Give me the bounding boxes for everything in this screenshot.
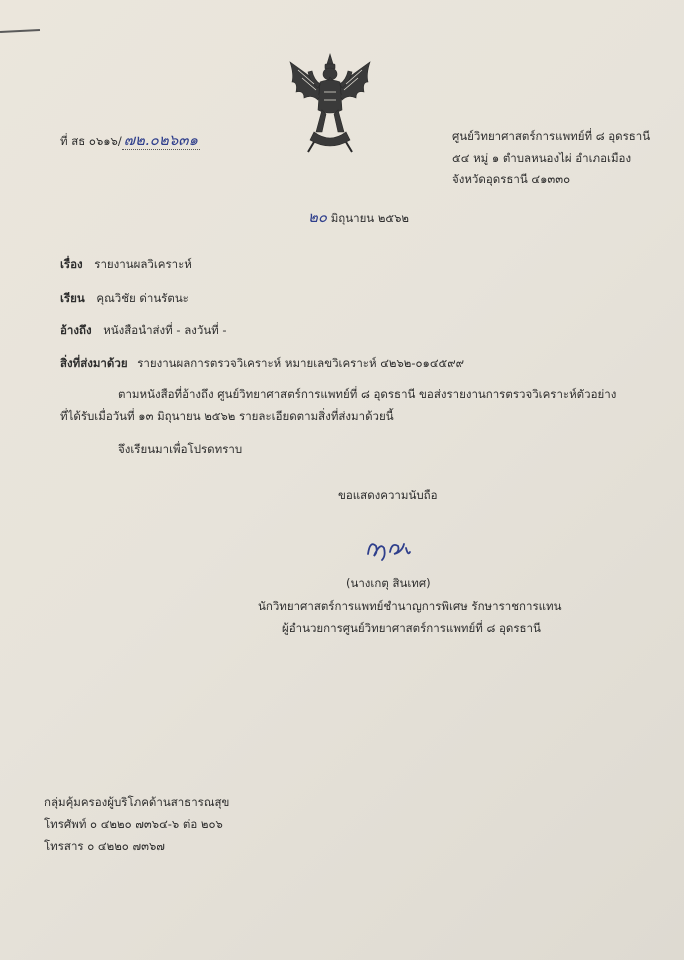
subject-value: รายงานผลวิเคราะห์ bbox=[94, 257, 192, 271]
sender-line-3: จังหวัดอุดรธานี ๔๑๓๓๐ bbox=[452, 172, 571, 186]
date-month-year: มิถุนายน ๒๕๖๒ bbox=[330, 211, 409, 225]
reference-number bbox=[60, 128, 200, 152]
footer-department: กลุ่มคุ้มครองผู้บริโภคด้านสาธารณสุข bbox=[44, 795, 230, 809]
reference-prefix: ที่ สธ ๐๖๑๖/ bbox=[60, 134, 122, 148]
handwritten-reference: ๗๒.๐๒๖๓๑ bbox=[123, 131, 199, 149]
signer-position-1: นักวิทยาศาสตร์การแพทย์ชำนาญการพิเศษ รักษาราชการแทน bbox=[258, 599, 562, 613]
regards-text: ขอแสดงความนับถือ bbox=[338, 488, 438, 502]
enclosure-label: สิ่งที่ส่งมาด้วย bbox=[60, 356, 128, 370]
recipient-label: เรียน bbox=[60, 291, 85, 305]
subject-line bbox=[60, 256, 192, 274]
sender-line-1: ศูนย์วิทยาศาสตร์การแพทย์ที่ ๘ อุดรธานี bbox=[452, 129, 651, 143]
reference-label: อ้างถึง bbox=[60, 323, 92, 337]
letter-date bbox=[308, 205, 409, 229]
body-line-2: ที่ได้รับเมื่อวันที่ ๑๓ มิถุนายน ๒๕๖๒ รายละเอียดตามสิ่งที่ส่งมาด้วยนี้ bbox=[60, 409, 394, 423]
footer-fax: โทรสาร ๐ ๔๒๒๐ ๗๓๖๗ bbox=[44, 839, 165, 853]
reference-value: หนังสือนำส่งที่ - ลงวันที่ - bbox=[103, 323, 227, 337]
closing-request: จึงเรียนมาเพื่อโปรดทราบ bbox=[118, 442, 243, 456]
signer-position-2: ผู้อำนวยการศูนย์วิทยาศาสตร์การแพทย์ที่ ๘ อุดรธานี bbox=[282, 621, 541, 635]
enclosure-line bbox=[60, 355, 464, 373]
footer-phone: โทรศัพท์ ๐ ๔๒๒๐ ๗๓๖๔-๖ ต่อ ๒๐๖ bbox=[44, 817, 223, 831]
handwritten-signature bbox=[364, 532, 414, 566]
sender-line-2: ๕๔ หมู่ ๑ ตำบลหนองไผ่ อำเภอเมือง bbox=[452, 151, 632, 165]
pen-mark bbox=[0, 29, 40, 33]
handwritten-day: ๒๐ bbox=[308, 208, 328, 226]
reference-line bbox=[60, 322, 227, 340]
recipient-value: คุณวิชัย ด่านรัตนะ bbox=[96, 291, 189, 305]
signer-name: (นางเกตุ สินเทศ) bbox=[346, 576, 431, 590]
garuda-emblem-icon bbox=[284, 52, 376, 154]
subject-label: เรื่อง bbox=[60, 257, 83, 271]
enclosure-value: รายงานผลการตรวจวิเคราะห์ หมายเลขวิเคราะห์ ๔๒๖๒-๐๑๔๕๙๙ bbox=[137, 356, 465, 370]
body-line-1: ตามหนังสือที่อ้างถึง ศูนย์วิทยาศาสตร์การแพทย์ที่ ๘ อุดรธานี ขอส่งรายงานการตรวจวิเคราะห์ตัวอย่าง bbox=[118, 387, 617, 401]
recipient-line bbox=[60, 290, 189, 308]
